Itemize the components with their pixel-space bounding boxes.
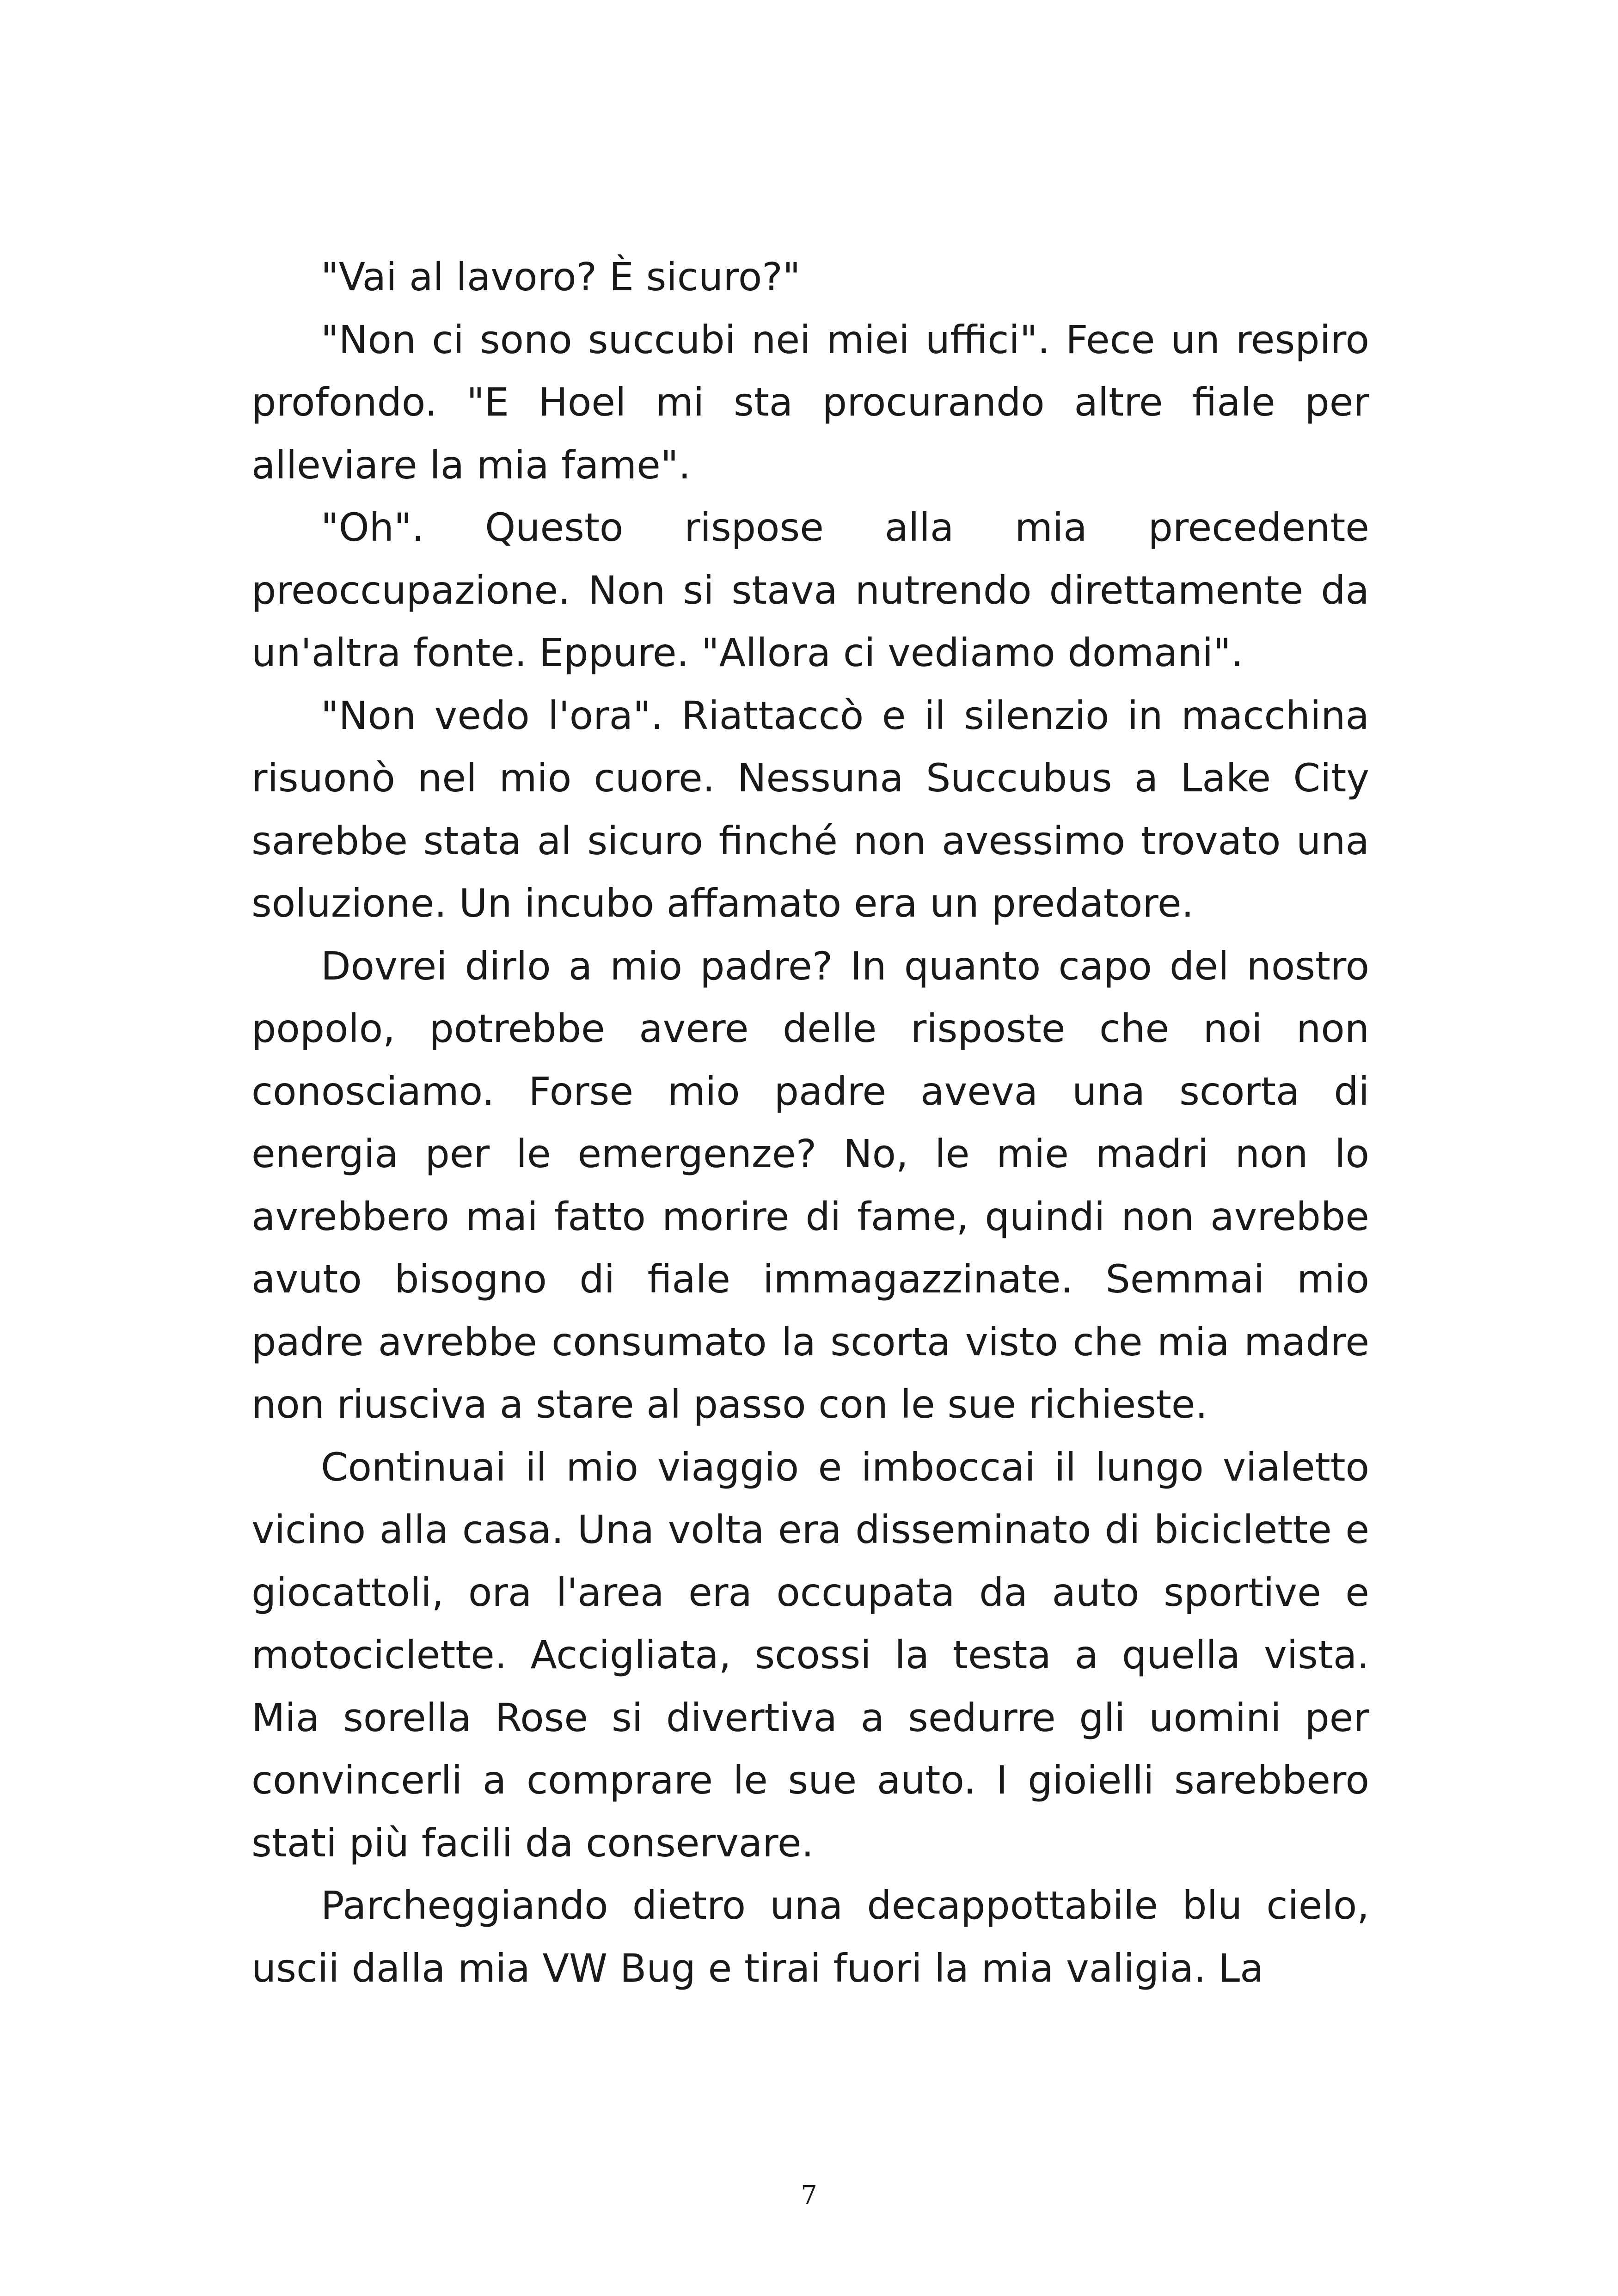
paragraph: "Oh". Questo rispose alla mia precedente preoccupazione. Non si stava nutrendo direttamente da un'altra fonte. Eppure. "Allora ci vediamo domani".	[251, 505, 1369, 675]
paragraph: Dovrei dirlo a mio padre? In quanto capo del nostro popolo, potrebbe avere delle risposte che noi non conosciamo. Forse mio padre aveva una scorta di energia per le emergenze? No, le mie madri non lo avrebbero mai fatto morire di fame, quindi non avrebbe avuto bisogno di fiale immagazzinate. Semmai mio padre avrebbe consumato la scorta visto che mia madre non riusciva a stare al passo con le sue richieste.	[251, 943, 1369, 1427]
body-text	[251, 246, 1369, 2000]
paragraph: "Non ci sono succubi nei miei uffici". Fece un respiro profondo. "E Hoel mi sta procurando altre fiale per alleviare la mia fame".	[251, 317, 1369, 488]
page-number: 7	[801, 2180, 817, 2210]
paragraph: "Vai al lavoro? È sicuro?"	[321, 254, 801, 300]
paragraph: "Non vedo l'ora". Riattaccò e il silenzio in macchina risuonò nel mio cuore. Nessuna Succubus a Lake City sarebbe stata al sicuro finché non avessimo trovato una soluzione. Un incubo affamato era un predatore.	[251, 692, 1369, 926]
paragraph: Continuai il mio viaggio e imboccai il lungo vialetto vicino alla casa. Una volta era disseminato di biciclette e giocattoli, ora l'area era occupata da auto sportive e motociclette. Accigliata, scossi la testa a quella vista. Mia sorella Rose si divertiva a sedurre gli uomini per convincerli a comprare le sue auto. I gioielli sarebbero stati più facili da conservare.	[251, 1444, 1369, 1866]
paragraph: Parcheggiando dietro una decappottabile blu cielo, uscii dalla mia VW Bug e tirai fuori la mia valigia. La	[251, 1883, 1369, 1991]
